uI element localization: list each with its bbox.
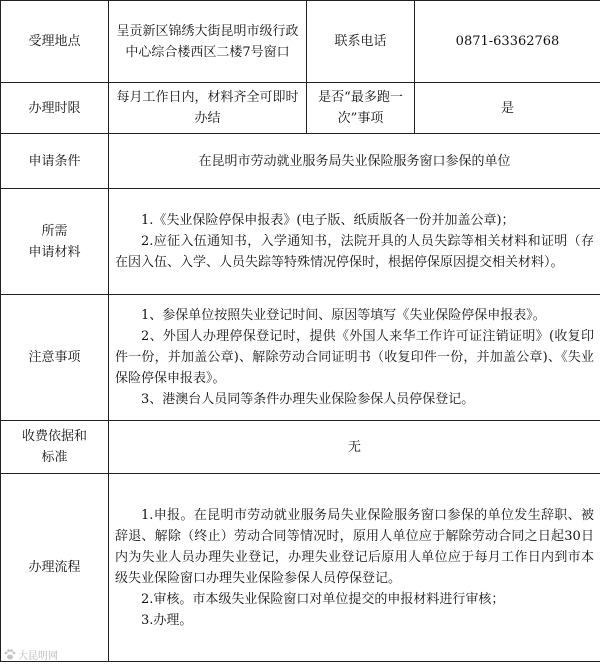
fees-row [1, 421, 600, 474]
process-value [109, 474, 600, 662]
materials-label [1, 189, 109, 295]
watermark [4, 647, 58, 662]
location-row [1, 1, 600, 83]
notes-label: 注意事项 [1, 295, 109, 421]
process-item: 2.审核。市本级失业保险窗口对单位提交的申报材料进行审核； [141, 591, 505, 607]
materials-row [1, 189, 600, 295]
location-label: 受理地点 [1, 1, 109, 83]
conditions-value: 在昆明市劳动就业服务局失业保险服务窗口参保的单位 [109, 134, 600, 189]
process-label: 办理流程 [1, 474, 109, 662]
conditions-label: 申请条件 [1, 134, 109, 189]
notes-item: 1、参保单位按照失业登记时间、原因等填写《失业保险停保申报表》。 [141, 308, 546, 323]
fees-value: 无 [109, 421, 600, 474]
process-item: 3.办理。 [141, 612, 193, 628]
notes-item: 2、外国人办理停保登记时，提供《外国人来华工作许可证注销证明》(收复印件一份，并加盖公章)、解除劳动合同证明书（收复印件一份，并加盖公章)、《失业保险停保申报表》。 [115, 329, 594, 386]
notes-value [109, 295, 600, 421]
once-value: 是 [415, 83, 600, 134]
notes-item: 3、港澳台人员同等条件办理失业保险参保人员停保登记。 [141, 392, 475, 407]
phone-value: 0871-63362768 [415, 1, 600, 83]
materials-label-line1: 所需 [41, 223, 68, 239]
once-label: 是否“最多跑一次”事项 [307, 83, 415, 134]
hours-label: 办理时限 [1, 83, 109, 134]
fees-label [1, 421, 109, 474]
hours-row [1, 83, 600, 134]
hours-value: 每月工作日内，材料齐全可即时办结 [109, 83, 307, 134]
materials-label-line2: 申请材料 [28, 244, 81, 260]
process-item: 1.申报。在昆明市劳动就业服务局失业保险服务窗口参保的单位发生辞职、被辞退、解除（终止）劳动合同等情况时，原用人单位应于解除劳动合同之日起30日内为失业人员办理失业登记，办理失业登记后原用人单位应于每月工作日内到市本级失业保险窗口办理失业保险参保人员停保登记。 [115, 507, 594, 586]
process-row [1, 474, 600, 662]
materials-value [109, 189, 600, 295]
fees-label-line1: 收费依据和 [21, 429, 87, 444]
watermark-text: 大昆明网 [18, 651, 58, 662]
fees-label-line2: 标准 [41, 450, 68, 465]
conditions-row [1, 134, 600, 189]
baidu-paw-icon [4, 649, 16, 660]
materials-item: 1.《失业保险停保申报表》(电子版、纸质版各一份并加盖公章)； [141, 213, 515, 228]
phone-label: 联系电话 [307, 1, 415, 83]
location-value: 呈贡新区锦绣大街昆明市级行政中心综合楼西区二楼7号窗口 [109, 1, 307, 83]
notes-row [1, 295, 600, 421]
materials-item: 2.应征入伍通知书，入学通知书，法院开具的人员失踪等相关材料和证明（存在因入伍、入学、人员失踪等特殊情况停保时，根据停保原因提交相关材料）。 [115, 234, 594, 270]
